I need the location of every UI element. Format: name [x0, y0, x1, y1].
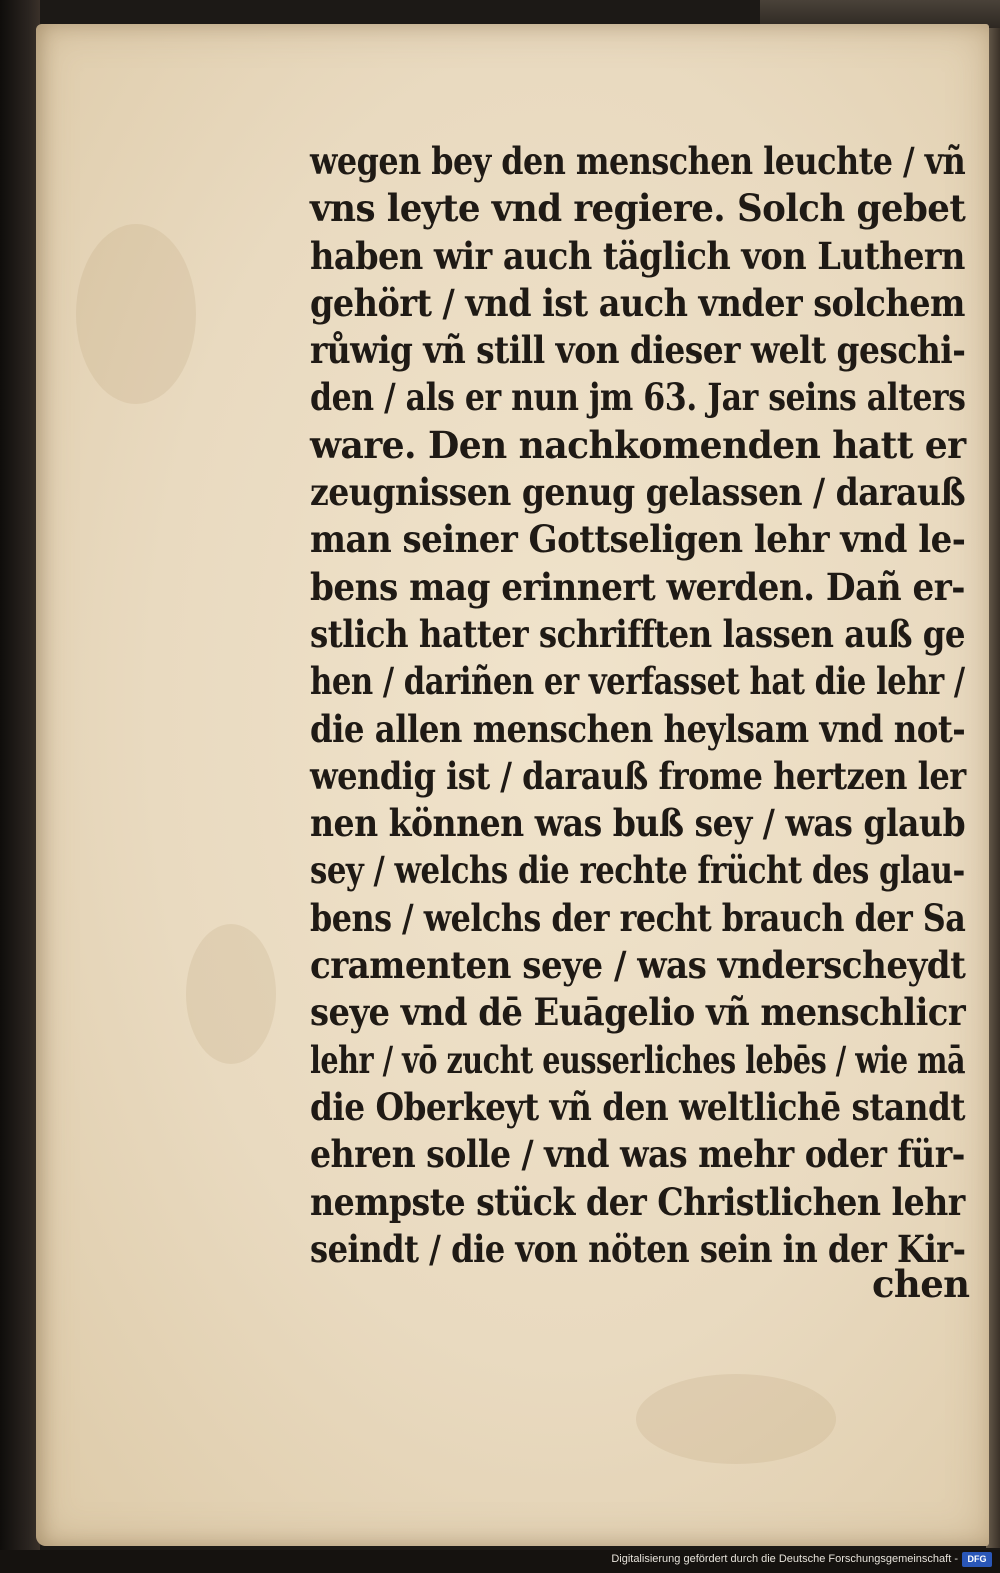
text-line: ehren solle / vnd was mehr oder für-	[310, 1132, 965, 1177]
book-binding-edge	[0, 0, 40, 1550]
text-line: haben wir auch täglich von Luthern	[310, 233, 965, 278]
text-line: wendig ist / darauß frome hertzen ler	[310, 753, 966, 798]
text-line: stlich hatter schrifften lassen auß ge	[310, 611, 966, 656]
catchword: chen	[872, 1262, 970, 1306]
body-text	[310, 138, 970, 1273]
paper-stain	[636, 1374, 836, 1464]
text-line: man seiner Gottseligen lehr vnd le-	[310, 517, 966, 562]
text-line: cramenten seye / was vnderscheydt	[310, 943, 966, 988]
text-line: růwig vñ still von dieser welt geschi-	[310, 328, 966, 373]
text-line: zeugnissen genug gelassen / darauß	[310, 470, 966, 515]
text-line: bens mag erinnert werden. Dañ er-	[310, 564, 965, 609]
text-line: seye vnd dē Euāgelio vñ menschlicr	[310, 990, 966, 1035]
paper-stain	[186, 924, 276, 1064]
text-line: sey / welchs die rechte frücht des glau-	[310, 848, 965, 893]
text-line: nen können was buß sey / was glaub	[310, 801, 966, 846]
text-line: gehört / vnd ist auch vnder solchem	[310, 280, 965, 325]
text-line: seindt / die von nöten sein in der Kir-	[310, 1226, 966, 1271]
text-line: die allen menschen heylsam vnd not-	[310, 706, 966, 751]
text-line: wegen bey den menschen leuchte / vñ	[310, 139, 966, 183]
text-line: hen / dariñen er verfasset hat die lehr /	[310, 659, 965, 704]
text-line: lehr / vō zucht eusserliches lebēs / wie mā	[310, 1037, 966, 1082]
text-line: nempste stück der Christlichen lehr	[310, 1179, 965, 1224]
text-line: vns leyte vnd regiere. Solch gebet	[310, 186, 966, 231]
funding-credit: Digitalisierung gefördert durch die Deutsche Forschungsgemeinschaft -	[611, 1553, 958, 1565]
text-line: den / als er nun jm 63. Jar seins alters	[310, 375, 966, 420]
text-line: bens / welchs der recht brauch der Sa	[310, 895, 966, 940]
paper-stain	[76, 224, 196, 404]
text-line: die Oberkeyt vñ den weltlichē standt	[310, 1084, 966, 1129]
dfg-logo: DFG	[962, 1552, 992, 1567]
text-line: ware. Den nachkomenden hatt er	[310, 422, 966, 467]
